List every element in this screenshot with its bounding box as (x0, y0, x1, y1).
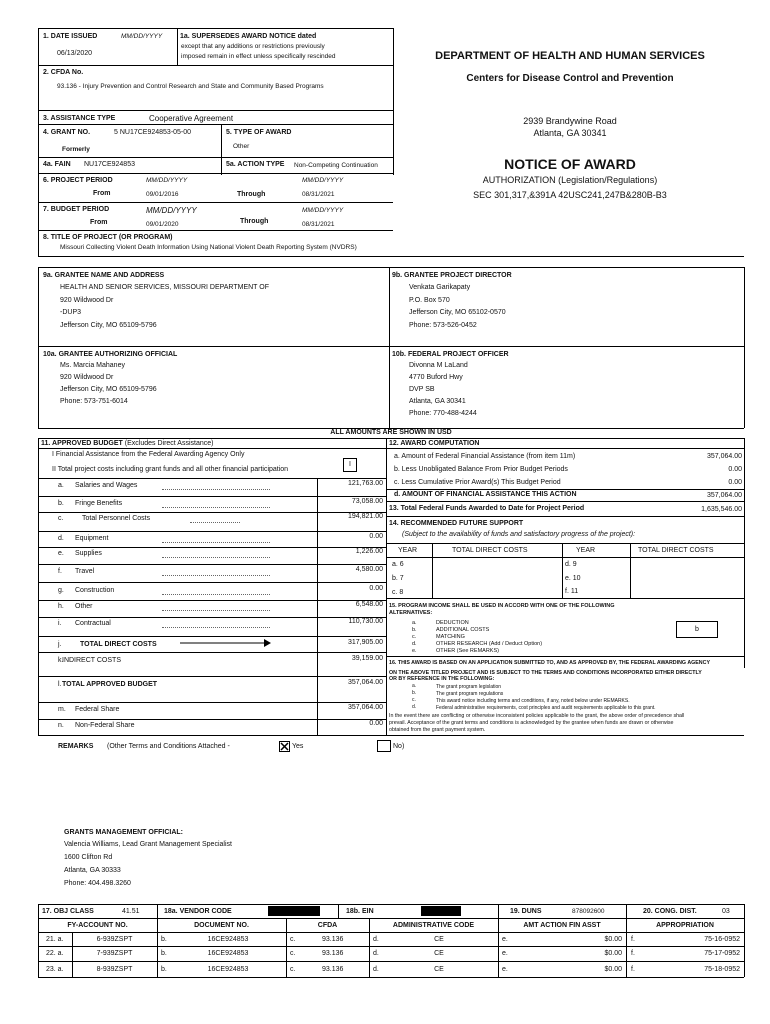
budget-row-key: e. (58, 550, 64, 557)
document-no-value: 16CE924853 (207, 950, 249, 957)
terms-item: Federal administrative requirements, cost principles and audit requirements applicable to this grant. (436, 705, 656, 711)
footer-letter: c. (290, 936, 296, 943)
budget-row-name: Total Personnel Costs (82, 515, 151, 522)
duns-value: 878092600 (572, 908, 605, 915)
amt-action-value: $0.00 (604, 936, 622, 943)
supersedes-note-2: imposed remain in effect unless specifically rescinded (181, 53, 336, 60)
dotted-leader (190, 522, 240, 523)
budget-from-value: 09/01/2020 (146, 221, 179, 228)
formerly-label: Formerly (62, 146, 90, 153)
date-format: MM/DD/YYYY (302, 207, 344, 214)
future-year-a: a. 6 (392, 561, 404, 568)
from-label: From (90, 219, 108, 226)
admin-code-value: CE (434, 936, 444, 943)
budget-row-value: 1,226.00 (355, 548, 383, 555)
future-tdc-header: TOTAL DIRECT COSTS (638, 547, 714, 554)
dotted-leader (162, 627, 270, 628)
fain-value: NU17CE924853 (84, 161, 135, 168)
computation-d-label: d. AMOUNT OF FINANCIAL ASSISTANCE THIS ACTION (394, 491, 577, 498)
future-year-b: b. 7 (392, 575, 404, 582)
cfda-label: 2. CFDA No. (43, 69, 84, 76)
budget-row-key: l. (58, 681, 62, 688)
fain-label: 4a. FAIN (43, 161, 71, 168)
type-of-award-value: Other (233, 143, 250, 150)
auth-official-line: Ms. Marcia Mahaney (60, 362, 125, 369)
through-label: Through (240, 218, 269, 225)
dotted-leader (162, 542, 270, 543)
footer-row-number: 23. a. (46, 966, 64, 973)
amt-action-value: $0.00 (604, 950, 622, 957)
budget-row-key: a. (58, 482, 64, 489)
approved-budget-label (41, 440, 213, 447)
budget-row-value: 357,064.00 (347, 679, 383, 686)
budget-row-key: k. (58, 657, 64, 664)
obj-class-value: 41.51 (122, 908, 140, 915)
date-format: MM/DD/YYYY (146, 206, 197, 215)
appropriation-header: APPROPRIATION (656, 922, 714, 929)
document-no-value: 16CE924853 (207, 966, 249, 973)
dotted-leader (162, 594, 270, 595)
document-no-value: 16CE924853 (207, 936, 249, 943)
auth-official-line: Jefferson City, MO 65109-5796 (60, 386, 157, 393)
project-title-value: Missouri Collecting Violent Death Information Using National Violent Death Reporting System (NVDRS) (60, 244, 357, 251)
date-issued-value: 06/13/2020 (57, 50, 93, 57)
budget-row-key: i. (58, 620, 62, 627)
computation-b-label: b. Less Unobligated Balance From Prior Budget Periods (394, 466, 568, 473)
footer-letter: c. (290, 950, 296, 957)
budget-row-key: b. (58, 500, 64, 507)
auth-official-line: 920 Wildwood Dr (60, 374, 114, 381)
remarks-label: REMARKS (58, 743, 94, 750)
budget-row-name: Construction (75, 587, 115, 594)
income-option: OTHER (See REMARKS) (436, 648, 499, 654)
appropriation-value: 75-17-0952 (704, 950, 740, 957)
future-year-e: e. 10 (565, 575, 581, 582)
project-from-value: 09/01/2016 (146, 191, 179, 198)
cong-dist-label: 20. CONG. DIST. (643, 908, 697, 915)
budget-row-value: 4,580.00 (355, 566, 383, 573)
budget-row-key: g. (58, 587, 64, 594)
federal-officer-label: 10b. FEDERAL PROJECT OFFICER (392, 351, 509, 358)
program-income-box: b (676, 621, 718, 638)
agency-address-2: Atlanta, GA 30341 (533, 128, 607, 138)
type-of-award-label: 5. TYPE OF AWARD (226, 129, 292, 136)
agency-name: Centers for Disease Control and Prevention (466, 73, 674, 84)
budget-row-value: 110,730.00 (348, 618, 383, 625)
terms-letter: b. (412, 690, 417, 696)
budget-row-key: j. (58, 641, 62, 648)
director-label: 9b. GRANTEE PROJECT DIRECTOR (392, 272, 512, 279)
computation-b-value: 0.00 (728, 466, 742, 473)
fy-account-value: 8-939ZSPT (96, 966, 133, 973)
dotted-leader (162, 489, 270, 490)
computation-a-label: a. Amount of Federal Financial Assistance (from item 11m) (394, 453, 576, 460)
footer-letter: d. (373, 936, 379, 943)
budget-row-value: 39,159.00 (351, 655, 383, 662)
budget-option-1: I Financial Assistance from the Federal Awarding Agency Only (52, 451, 245, 458)
budget-row-name: TOTAL APPROVED BUDGET (62, 681, 158, 688)
income-letter: c. (412, 634, 417, 640)
future-year-f: f. 11 (565, 588, 579, 595)
budget-row-name: Federal Share (75, 706, 120, 713)
income-option: ADDITIONAL COSTS (436, 627, 490, 633)
budget-row-value: 121,763.00 (347, 480, 383, 487)
budget-option-2: II Total project costs including grant funds and all other financial participation (52, 466, 289, 473)
grantee-line: Jefferson City, MO 65109-5796 (60, 322, 157, 329)
cfda-value: 93.136 (322, 936, 344, 943)
computation-d-value: 357,064.00 (706, 492, 742, 499)
gmo-line: Phone: 404.498.3260 (64, 880, 131, 887)
remarks-yes-label: Yes (292, 743, 304, 750)
director-line: Jefferson City, MO 65102-0570 (409, 309, 506, 316)
dotted-leader (162, 610, 270, 611)
terms-letter: d. (412, 704, 417, 710)
footer-letter: b. (161, 936, 167, 943)
authorization-value: SEC 301,317,&391A 42USC241,247B&280B-B3 (473, 190, 667, 200)
amt-action-value: $0.00 (604, 966, 622, 973)
admin-code-value: CE (434, 966, 444, 973)
budget-row-key: m. (58, 706, 66, 713)
terms-item: The grant program regulations (436, 691, 504, 697)
supersedes-note: except that any additions or restrictions previously (181, 43, 325, 50)
grantee-line: 920 Wildwood Dr (60, 297, 114, 304)
budget-row-value: 73,058.00 (351, 498, 383, 505)
footer-letter: b. (161, 950, 167, 957)
appropriation-value: 75-18-0952 (704, 966, 740, 973)
budget-row-key: f. (58, 568, 62, 575)
project-through-value: 08/31/2021 (302, 191, 335, 198)
budget-row-value: 0.00 (369, 720, 383, 727)
computation-c-value: 0.00 (728, 479, 742, 486)
federal-officer-line: Phone: 770-488-4244 (409, 410, 477, 417)
footer-letter: d. (373, 950, 379, 957)
budget-row-name: Supplies (75, 550, 102, 557)
checkmark-x-icon (280, 742, 289, 751)
grantee-label: 9a. GRANTEE NAME AND ADDRESS (43, 272, 165, 279)
assistance-type-label: 3. ASSISTANCE TYPE (43, 115, 116, 122)
amounts-banner: ALL AMOUNTS ARE SHOWN IN USD (330, 429, 452, 436)
authorization-label: AUTHORIZATION (Legislation/Regulations) (482, 175, 658, 185)
date-issued-label: 1. DATE ISSUED (43, 33, 98, 40)
assistance-type-value: Cooperative Agreement (149, 114, 234, 123)
remarks-yes-checkbox[interactable] (279, 741, 290, 752)
terms-letter: c. (412, 697, 416, 703)
gmo-line: 1600 Clifton Rd (64, 854, 113, 861)
federal-officer-line: Divonna M LaLand (409, 362, 468, 369)
agency-address-1: 2939 Brandywine Road (523, 116, 617, 126)
gmo-label: GRANTS MANAGEMENT OFFICIAL: (64, 829, 183, 836)
income-letter: d. (412, 641, 417, 647)
supersedes-label: 1a. SUPERSEDES AWARD NOTICE dated (180, 33, 317, 40)
budget-row-value: 194,821.00 (347, 513, 383, 520)
future-support-label: 14. RECOMMENDED FUTURE SUPPORT (389, 520, 524, 527)
dotted-leader (162, 507, 270, 508)
total-to-date-label: 13. Total Federal Funds Awarded to Date for Project Period (389, 505, 585, 512)
fy-account-header: FY-ACCOUNT NO. (67, 922, 128, 929)
program-income-label: 15. PROGRAM INCOME SHALL BE USED IN ACCORD WITH ONE OF THE FOLLOWING ALTERNATIVES: (389, 603, 615, 616)
computation-c-label: c. Less Cumulative Prior Award(s) This Budget Period (394, 479, 561, 486)
total-to-date-value: 1,635,546.00 (701, 506, 742, 513)
future-support-note: (Subject to the availability of funds and satisfactory progress of the project): (402, 531, 636, 538)
budget-row-name: Salaries and Wages (75, 482, 138, 489)
footer-letter: b. (161, 966, 167, 973)
redacted-ein (421, 906, 461, 916)
from-label: From (93, 190, 111, 197)
budget-row-key: n. (58, 722, 64, 729)
obj-class-label: 17. OBJ CLASS (42, 908, 94, 915)
budget-row-name: Travel (75, 568, 95, 575)
income-option: MATCHING (436, 634, 465, 640)
amt-action-header: AMT ACTION FIN ASST (523, 922, 601, 929)
admin-code-value: CE (434, 950, 444, 957)
terms-line: OR BY REFERENCE IN THE FOLLOWING: (389, 676, 495, 682)
budget-through-value: 08/31/2021 (302, 221, 335, 228)
budget-row-value: 0.00 (369, 533, 383, 540)
budget-row-name: Equipment (75, 535, 109, 542)
award-computation-label: 12. AWARD COMPUTATION (389, 440, 480, 447)
future-year-c: c. 8 (392, 589, 404, 596)
approved-budget-title: 11. APPROVED BUDGET (41, 440, 123, 447)
federal-officer-line: Atlanta, GA 30341 (409, 398, 466, 405)
ein-label: 18b. EIN (346, 908, 374, 915)
footer-letter: f. (631, 966, 635, 973)
project-period-label: 6. PROJECT PERIOD (43, 177, 113, 184)
budget-row-name: Contractual (75, 620, 111, 627)
footer-row-number: 21. a. (46, 936, 64, 943)
gmo-line: Atlanta, GA 30333 (64, 867, 121, 874)
footer-letter: d. (373, 966, 379, 973)
terms-paragraph: obtained from the grant payment system. (389, 727, 486, 733)
terms-paragraph: In the event there are conflicting or otherwise inconsistent policies applicable to the grant, the above order of precedence shall (389, 713, 685, 719)
future-year-header: YEAR (576, 547, 596, 554)
through-label: Through (237, 191, 266, 198)
gmo-line: Valencia Williams, Lead Grant Management Specialist (64, 841, 232, 848)
admin-code-header: ADMINISTRATIVE CODE (392, 922, 475, 929)
terms-paragraph: prevail. Acceptance of the grant terms and conditions is acknowledged by the grantee when funds are drawn or otherwise (389, 720, 674, 726)
budget-row-value: 6,548.00 (355, 601, 383, 608)
footer-letter: e. (502, 950, 508, 957)
income-letter: a. (412, 620, 417, 626)
cfda-value: 93.136 (322, 950, 344, 957)
redacted-vendor-code (268, 906, 320, 916)
cfda-header: CFDA (317, 922, 338, 929)
budget-row-value: 317,905.00 (347, 639, 383, 646)
budget-row-key: c. (58, 515, 64, 522)
budget-period-label: 7. BUDGET PERIOD (43, 206, 110, 213)
approved-budget-note: (Excludes Direct Assistance) (124, 440, 214, 447)
income-letter: b. (412, 627, 417, 633)
footer-letter: e. (502, 966, 508, 973)
cfda-value: 93.136 (322, 966, 344, 973)
future-year-d: d. 9 (565, 561, 577, 568)
terms-line: ON THE ABOVE TITLED PROJECT AND IS SUBJECT TO THE TERMS AND CONDITIONS INCORPORATED EITHER DIRECTLY (389, 670, 702, 676)
terms-item: This award notice including terms and conditions, if any, noted below under REMARKS. (436, 698, 630, 704)
dotted-leader (162, 575, 270, 576)
budget-row-name: Non-Federal Share (75, 722, 135, 729)
vendor-code-label: 18a. VENDOR CODE (164, 908, 232, 915)
budget-option-box: I (343, 458, 357, 472)
department-name: DEPARTMENT OF HEALTH AND HUMAN SERVICES (435, 50, 705, 62)
terms-item: The grant program legislation (436, 684, 502, 690)
appropriation-value: 75-16-0952 (704, 936, 740, 943)
footer-row-number: 22. a. (46, 950, 64, 957)
footer-letter: c. (290, 966, 296, 973)
remarks-note: (Other Terms and Conditions Attached - (107, 743, 230, 750)
action-type-label: 5a. ACTION TYPE (226, 161, 285, 168)
date-format: MM/DD/YYYY (302, 177, 344, 184)
federal-officer-line: DVP SB (409, 386, 435, 393)
budget-row-key: h. (58, 603, 64, 610)
fy-account-value: 7-939ZSPT (96, 950, 133, 957)
income-option: DEDUCTION (436, 620, 469, 626)
income-option: OTHER RESEARCH (Add / Deduct Option) (436, 641, 543, 647)
duns-label: 19. DUNS (510, 908, 542, 915)
income-letter: e. (412, 648, 417, 654)
fy-account-value: 6-939ZSPT (96, 936, 133, 943)
footer-letter: f. (631, 936, 635, 943)
future-tdc-header: TOTAL DIRECT COSTS (452, 547, 528, 554)
auth-official-line: Phone: 573-751-6014 (60, 398, 128, 405)
notice-title: NOTICE OF AWARD (504, 156, 636, 172)
cfda-value: 93.136 - Injury Prevention and Control Research and State and Community Based Programs (57, 83, 324, 90)
remarks-no-checkbox[interactable] (377, 740, 391, 752)
terms-letter: a. (412, 683, 417, 689)
document-no-header: DOCUMENT NO. (194, 922, 249, 929)
footer-letter: f. (631, 950, 635, 957)
dotted-leader (162, 557, 270, 558)
budget-row-value: 0.00 (369, 585, 383, 592)
budget-row-name: Other (75, 603, 93, 610)
grantee-line: HEALTH AND SENIOR SERVICES, MISSOURI DEPARTMENT OF (60, 284, 270, 291)
grant-no-value: 5 NU17CE924853-05-00 (114, 129, 192, 136)
grant-no-label: 4. GRANT NO. (43, 129, 91, 136)
budget-row-value: 357,064.00 (347, 704, 383, 711)
authorizing-official-label: 10a. GRANTEE AUTHORIZING OFFICIAL (43, 351, 178, 358)
grantee-line: -DUP3 (60, 309, 82, 316)
budget-row-name: Fringe Benefits (75, 500, 123, 507)
director-line: P.O. Box 570 (409, 297, 450, 304)
action-type-value: Non-Competing Continuation (294, 162, 378, 169)
cong-dist-value: 03 (722, 908, 730, 915)
project-title-label: 8. TITLE OF PROJECT (OR PROGRAM) (43, 234, 173, 241)
arrow-icon (180, 637, 272, 649)
budget-row-key: d. (58, 535, 64, 542)
date-format: MM/DD/YYYY (121, 33, 163, 40)
federal-officer-line: 4770 Buford Hwy (409, 374, 463, 381)
budget-row-name: INDIRECT COSTS (62, 657, 121, 664)
director-line: Venkata Garikapaty (409, 284, 471, 291)
date-format: MM/DD/YYYY (146, 177, 188, 184)
budget-row-name: TOTAL DIRECT COSTS (80, 641, 157, 648)
future-year-header: YEAR (398, 547, 418, 554)
footer-letter: e. (502, 936, 508, 943)
remarks-no-label: No) (393, 743, 405, 750)
director-line: Phone: 573-526-0452 (409, 322, 477, 329)
terms-line: 16. THIS AWARD IS BASED ON AN APPLICATION SUBMITTED TO, AND AS APPROVED BY, THE FEDERAL AWARDING AGENCY (389, 660, 710, 666)
computation-a-value: 357,064.00 (706, 453, 742, 460)
